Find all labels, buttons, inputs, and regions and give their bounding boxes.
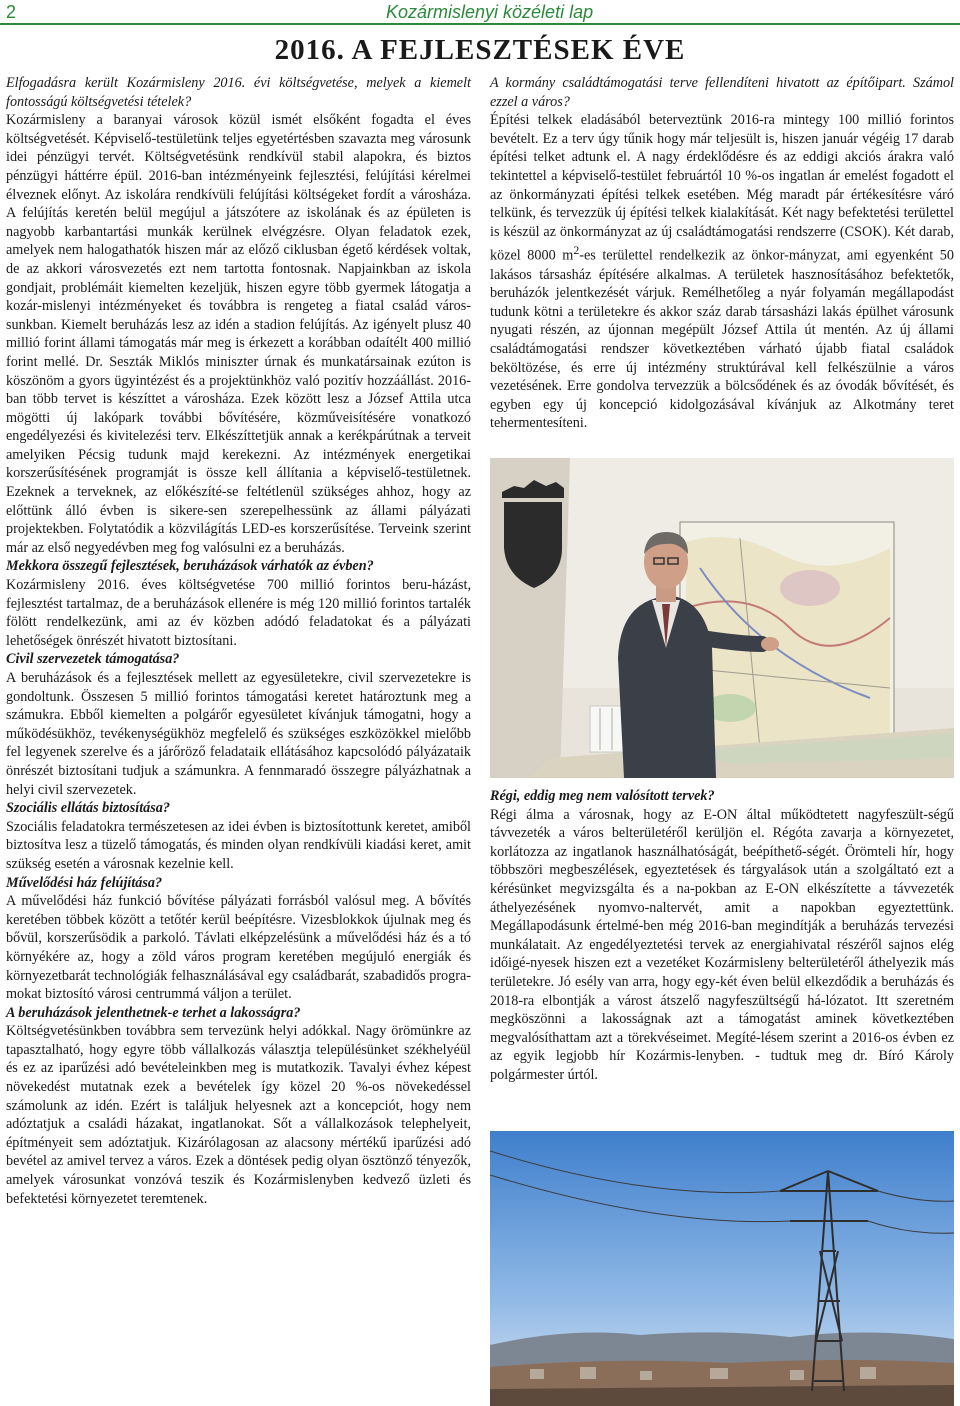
question-culture-house: Művelődési ház felújítása? bbox=[6, 874, 163, 891]
page-header bbox=[0, 0, 960, 24]
paragraph-family-support-b: -es területtel rendelkezik az önkor-mányzat, ami egyenként 50 lakásos társasház építésére alkalmas. A területek hasznosításához befektetők, beruházók jelentkezését várjuk. Remélhetőleg a nyár folyamán megállapodást tudunk kötni a területekre és akkor száz darab társasházi lakás épülhet városunk nyugati részén, az újonnan megépült József Attila út mentén. Az új állami családtámogatási rendszer következtében várható újabb fiatal családok beköltözése, és erre új intézmény struktúrával kell felkészülnie a város vezetésének. Erre gondolva tervezzük a bölcsődének és az óvodák bővítését, és egyben egy új koncepció kidolgozásával kívánjuk az Alkotmány teret tehermentesíteni. bbox=[490, 248, 954, 432]
left-column bbox=[6, 74, 471, 1208]
photo-power-lines-landscape bbox=[490, 1131, 954, 1406]
page-number: 2 bbox=[6, 2, 17, 22]
publication-name: Kozármislenyi közéleti lap bbox=[386, 2, 594, 22]
question-investments: Mekkora összegű fejlesztések, beruházások várhatók az évben? bbox=[6, 558, 374, 575]
question-social: Szociális ellátás biztosítása? bbox=[6, 800, 170, 817]
paragraph-burden: Költségvetésünkben továbbra sem tervezünk helyi adókkal. Nagy örömünkre az tapasztalható, hogy egyre több vállalkozás választja településünket székhelyéül és ez az iparűzési adó bevételeinkben meg is mutatkozik. Tavalyi évhez képest növekedést mutatnak ezek a bevételek így közel 20 %-os növekedéssel számolunk az idén. Ezért is találjuk helyesnek azt a koncepciót, hogy nem adóztatjuk a családi házakat, ingatlanokat. Sőt a vállalkozások telephelyeit, építményeit sem adóztatjuk. Kizárólagosan az alacsony mértékű iparűzési adó bevétel az amivel tervez a város. Ezek a döntések pedig olyan ösztönző tényezők, amelyek városunkat vonzóvá teszik és Kozármislenyben kedvező üzleti és befektetési környezetet teremtenek. bbox=[6, 1023, 471, 1207]
right-column-bottom bbox=[490, 787, 954, 1085]
lead-question: Elfogadásra került Kozármisleny 2016. évi költségvetése, melyek a kiemelt fontosságú költségvetési tételek? bbox=[6, 75, 471, 110]
paragraph-culture-house: A művelődési ház funkció bővítése pályázati forrásból valósul meg. A bővítés keretében többek között a tetőtér kerül beépítésre. Vizesblokkok újulnak meg és bővül, korszerűsödik a parkoló. Távlati elképzelésünk a művelődési ház és a tó környékére az, hogy a zöld város program keretében megújuló energiák és környezetbarát technológiák felhasználásával egy családbarát, szabadidős progra-mokat biztosító városi centrummá váljon a terület. bbox=[6, 893, 471, 1003]
question-burden: A beruházások jelenthetnek-e terhet a lakosságra? bbox=[6, 1004, 301, 1021]
question-civil: Civil szervezetek támogatása? bbox=[6, 651, 180, 668]
paragraph-social: Szociális feladatokra természetesen az idei évben is biztosítottunk keretet, amiből biztosítva lesz a tüzelő támogatás, és minden olyan rendkívüli kiadási keret, amit szükség esetén a városnak kezelnie kell. bbox=[6, 818, 471, 872]
photo-mayor-with-map bbox=[490, 458, 954, 778]
right-column-top bbox=[490, 74, 954, 433]
paragraph-family-support-a: Építési telkek eladásából beterveztünk 2016-ra mintegy 100 millió forintos bevételt. Ez a terv úgy tűnik hogy már teljesült is, hiszen január végéig 17 darab építési telket adtunk el. A nagy érdeklődésre és az eddigi akciós árakra való tekintettel a képviselő-testület februártól 10 %-os ingatlan ár emelést fogadott el az önkormányzati építési telkek esetében. Még maradt pár értékesítésre váró telkünk, és tervezzük új építési telkek kialakítását. Két nagy befektetési területtel is készül az önkormányzat az új családtámogatási rendszerre (CSOK). Két darab, közel 8000 m bbox=[490, 112, 954, 265]
question-old-plans: Régi, eddig meg nem valósított tervek? bbox=[490, 788, 715, 804]
header-rule bbox=[0, 23, 960, 25]
question-family-support: A kormány családtámogatási terve fellendíteni hivatott az építőipart. Számol ezzel a város? bbox=[490, 75, 954, 110]
paragraph-old-plans: Régi álma a városnak, hogy az E-ON által működtetett nagyfeszült-ségű távvezeték a város belterületéről kerüljön el. Régóta zavarja a környezetet, korlátozza az ingatlanok használhatóságát, beépíthető-ségét. Örömteli hír, hogy többszöri megbeszélések, egyeztetések és tárgyalások után a szolgáltató ezt a kérésünket megvizsgálta és a na-pokban az E-ON elkészítette a távvezeték áthelyezésének nyomvo-naltervét, amit a napokban egyeztettünk. Megállapodásunk értelmé-ben még 2016-ban megindítják a beruházás tervezési munkálatait. Az engedélyeztetési tervek az energiahivatal részéről sajnos elég időigé-nyesek hiszen ezt a vezetéket Kozármisleny belterületéről áthelyezik más területekre. Jó esély van arra, hogy egy-két éven belül elkezdődik a beruházás és 2018-ra elbontják a várost átszelő nagyfeszültségű há-lózatot. Itt szeretném megköszönni a lakosságnak azt a támogatást aminek következtében megvalósíthattam azt a törekvéseimet. Megíté-lésem szerint a 2016-os évben ez az egyik legjobb hír Kozármis-lenyben. - tudtuk meg dr. Bíró Károly polgármester úrtól. bbox=[490, 806, 954, 1083]
paragraph-budget: Kozármisleny a baranyai városok közül ismét elsőként fogadta el éves költségvetését. Képviselő-testületünk teljes egyetértésben szavazta meg városunk idei pénzügyi tervét. Költségvetésünk rendkívül stabil alapokra, és biztos pénzügyi háttérre épül. 2016-ban intézményeink fejlesztési, felújítási kérelmei élveznek előnyt. Az iskolára rendkívüli felújítási költségeket fordít a városháza. A felújítás keretén belül megújul a játszótere az iskolának és az épületen is nagyobb karbantartási munkák kerülnek elvégzésre. Olyan feladatok ezek, amelyek nem halogathatók hiszen már az előző ciklusban égető kérdések voltak, de az akkori városvezetés ezt nem tartotta fontosnak. Napjainkban az iskola gondjait, problémáit kiemelten kezeljük, hiszen egyre több gyermek látogatja a kozár-mislenyi intézményeket és továbbra is rengeteg a fiatal család város-sunkban. Kiemelt beruházás lesz az idén a stadion felújítás. Az igényelt plusz 40 millió forint állami támogatás már meg is érkezett a korábban odaítélt 400 millió forint mellé. Dr. Seszták Miklós miniszter úrnak és munkatársainak ezúton is köszönöm a gyors ügyintézést és a projektünkhöz való pozitív hozzáállást. 2016-ban több tervet is készíttet a városháza. Ezek között lesz a József Attila utca mögötti új lakópark további bővítésére, közműveisítésére vonatkozó engedélyezési és kivitelezési terv. Elkészíttetjük annak a kerékpárútnak a terveit amelyiken Pécsig tudunk majd kerekezni. Az intézmények energetikai korszerűsítésének programját is össze kell állítania a képviselő-testületnek. Ezeknek a terveknek, az előkészíté-se feltétlenül szükséges ahhoz, hogy az előttünk álló évben is sikere-sen szerepelhessünk az állami pályázati projektekben. Folytatódik a közvilágítás LED-es korszerűsítése. Terveink szerint már az első negyedévben meg fog valósulni ez a beruházás. bbox=[6, 112, 471, 556]
superscript-2: 2 bbox=[573, 243, 580, 258]
article-title: 2016. A FEJLESZTÉSEK ÉVE bbox=[274, 34, 686, 66]
paragraph-civil: A beruházások és a fejlesztések mellett az egyesületekre, civil szervezetekre is gondoltunk. Összesen 5 millió forintos támogatási keretet határoztunk meg a számukra. Ebből kiemelten a polgárőr egyesületet kívánjuk támogatni, hogy a működésükhöz, tevékenységükhöz megfelelő és szükséges eszközökkel mielőbb fel legyenek szerelve és a járőröző feladataik ellátásához kapcsolódó pályázataik önrészét biztosítani tudjuk a számunkra. A fennmaradó összegre pályázhatnak a helyi civil szervezetek. bbox=[6, 670, 471, 798]
paragraph-investments: Kozármisleny 2016. éves költségvetése 700 millió forintos beru-házást, fejlesztést tartalmaz, de a beruházások ellenére is még 120 millió forintos tartalék fölött rendelkezünk, ami az év közben adódó feladatokat és a pályázati lehetőségek önrészét hivatott biztosítani. bbox=[6, 577, 471, 649]
paragraph-family-support bbox=[490, 111, 954, 433]
